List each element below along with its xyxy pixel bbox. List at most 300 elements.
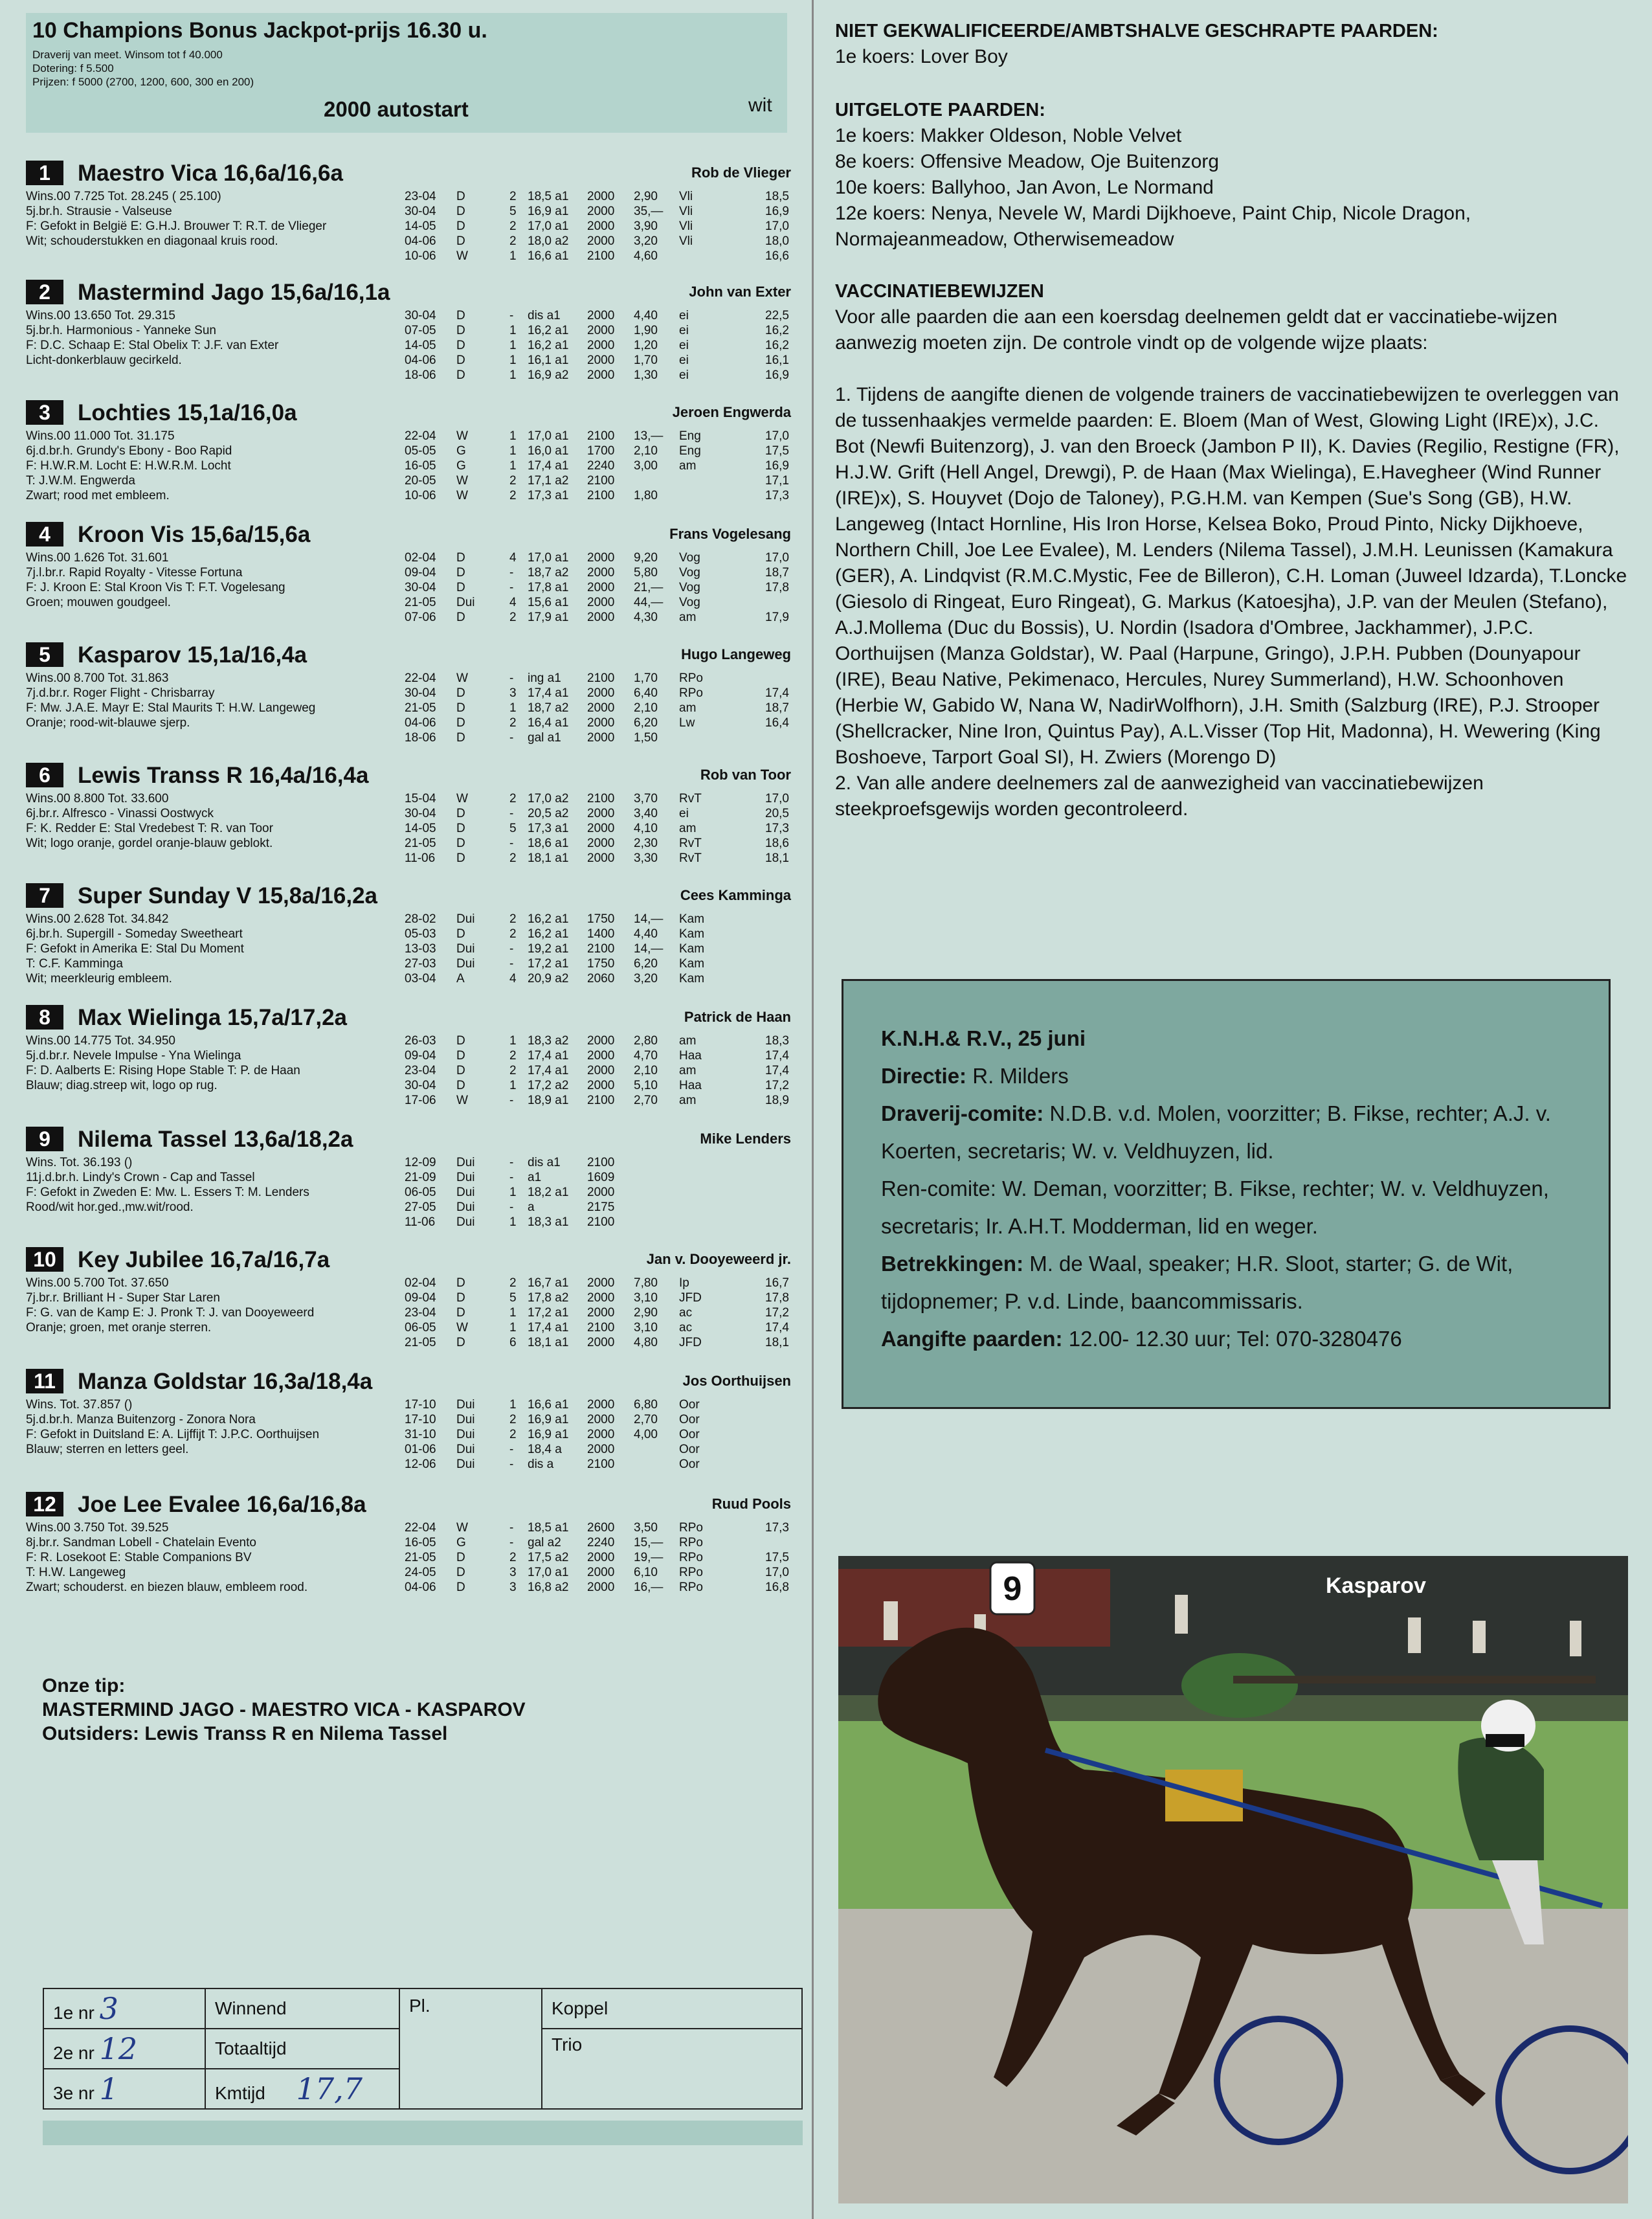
section-text: 2. Van alle andere deelnemers zal de aanwezigheid van vaccinatiebewijzen steekproefsgewijs worden gecontroleerd. bbox=[835, 772, 1484, 820]
run-cell: 6,10 bbox=[634, 1566, 658, 1579]
run-cell: 16,9 a1 bbox=[528, 1428, 569, 1441]
run-cell: Dui bbox=[456, 912, 475, 926]
run-cell: RPo bbox=[679, 1536, 703, 1549]
run-cell: 10-06 bbox=[405, 249, 436, 263]
horse-info-line: F: G. van de Kamp E: J. Pronk T: J. van Dooyeweerd bbox=[26, 1306, 315, 1320]
horse-info-line: Wins.00 1.626 Tot. 31.601 bbox=[26, 551, 169, 565]
run-cell: W bbox=[456, 249, 468, 263]
horse-number: 4 bbox=[26, 522, 63, 546]
horse-info-line: Rood/wit hor.ged.,mw.wit/rood. bbox=[26, 1200, 194, 1214]
run-cell: 2000 bbox=[587, 309, 615, 322]
run-cell: 3,20 bbox=[634, 234, 658, 248]
vaccination-section bbox=[835, 278, 1631, 822]
horse-info bbox=[26, 1276, 414, 1335]
run-cell: 04-06 bbox=[405, 716, 436, 730]
run-cell bbox=[634, 1215, 679, 1230]
run-cell: 2 bbox=[509, 716, 517, 730]
run-cell: 16,1 bbox=[765, 354, 789, 367]
horse-trainer: John van Exter bbox=[689, 284, 791, 300]
run-cell: Kam bbox=[679, 912, 705, 926]
run-cell: 19,— bbox=[634, 1551, 664, 1564]
scratched-section bbox=[835, 18, 1631, 70]
run-row bbox=[405, 1520, 793, 1535]
run-cell: 2000 bbox=[587, 1336, 615, 1349]
run-cell: 17,9 a1 bbox=[528, 611, 569, 624]
run-cell: dis a1 bbox=[528, 1156, 561, 1169]
run-cell bbox=[737, 912, 789, 927]
race-condition-line: Draverij van meet. Winsom tot f 40.000 bbox=[32, 49, 223, 61]
run-cell: Vog bbox=[679, 551, 700, 565]
run-cell: 2,10 bbox=[634, 1064, 658, 1077]
run-cell: D bbox=[456, 354, 465, 367]
run-cell: 2175 bbox=[587, 1200, 615, 1214]
run-cell: D bbox=[456, 205, 465, 218]
horse-info-line: F: D. Aalberts E: Rising Hope Stable T: P. de Haan bbox=[26, 1064, 300, 1077]
run-cell bbox=[679, 1185, 737, 1200]
run-cell: 2000 bbox=[587, 1428, 615, 1441]
race-condition-line: Prijzen: f 5000 (2700, 1200, 600, 300 en 200) bbox=[32, 76, 254, 88]
run-cell: am bbox=[679, 611, 697, 624]
run-cell: 2000 bbox=[587, 1034, 615, 1048]
run-row bbox=[405, 956, 793, 971]
tip-picks: MASTERMIND JAGO - MAESTRO VICA - KASPAROV bbox=[42, 1699, 526, 1720]
run-cell: 2100 bbox=[587, 792, 615, 805]
run-cell: 1,50 bbox=[634, 731, 658, 745]
run-cell: JFD bbox=[679, 1336, 702, 1349]
run-row bbox=[405, 1535, 793, 1550]
run-cell: 20,5 bbox=[765, 807, 789, 820]
horse-info-line: 8j.br.r. Sandman Lobell - Chatelain Evento bbox=[26, 1536, 256, 1549]
run-cell: D bbox=[456, 234, 465, 248]
run-cell: 2100 bbox=[587, 1156, 615, 1169]
run-cell bbox=[679, 1215, 737, 1230]
run-cell: - bbox=[509, 1094, 514, 1107]
run-cell: 16,2 bbox=[765, 339, 789, 352]
run-cell: 16,4 bbox=[765, 716, 789, 730]
run-cell: 35,— bbox=[634, 205, 664, 218]
run-cell bbox=[679, 1170, 737, 1185]
run-cell: 13,— bbox=[634, 429, 664, 443]
run-cell: 18,7 bbox=[765, 701, 789, 715]
run-cell: 1750 bbox=[587, 957, 615, 971]
run-cell: 27-05 bbox=[405, 1200, 436, 1214]
race-title: 10 Champions Bonus Jackpot-prijs 16.30 u. bbox=[32, 18, 487, 43]
run-cell: - bbox=[509, 942, 514, 956]
run-cell: 2 bbox=[509, 851, 517, 865]
run-cell: 2000 bbox=[587, 205, 615, 218]
run-cell: - bbox=[509, 1443, 514, 1456]
run-cell: 24-05 bbox=[405, 1566, 436, 1579]
horse-number: 10 bbox=[26, 1247, 63, 1272]
run-cell: 14-05 bbox=[405, 220, 436, 233]
run-cell: 17,0 bbox=[765, 551, 789, 565]
run-cell: 4 bbox=[509, 596, 517, 609]
section-text: 1e koers: Lover Boy bbox=[835, 46, 1008, 67]
run-cell: 18,4 a bbox=[528, 1443, 562, 1456]
run-cell: am bbox=[679, 1094, 697, 1107]
run-cell: D bbox=[456, 1291, 465, 1305]
run-cell: D bbox=[456, 837, 465, 850]
form-pl: Pl. bbox=[399, 1988, 542, 2109]
run-cell: 17,2 a2 bbox=[528, 1079, 569, 1092]
run-cell bbox=[737, 671, 789, 686]
run-row bbox=[405, 1078, 793, 1093]
run-cell: JFD bbox=[679, 1291, 702, 1305]
run-cell: 17,5 bbox=[765, 444, 789, 458]
run-cell: 21-05 bbox=[405, 701, 436, 715]
handwritten-pick: 3 bbox=[99, 1991, 118, 2026]
run-cell: 1 bbox=[509, 249, 517, 263]
run-cell: 17,8 bbox=[765, 1291, 789, 1305]
run-cell: 16,7 a1 bbox=[528, 1276, 569, 1290]
run-row bbox=[405, 671, 793, 686]
run-cell: 2000 bbox=[587, 731, 615, 745]
run-cell: 2,90 bbox=[634, 190, 658, 203]
run-cell: 17,4 a1 bbox=[528, 1049, 569, 1063]
run-cell: 17,1 a2 bbox=[528, 474, 569, 488]
run-cell: 5,10 bbox=[634, 1079, 658, 1092]
run-cell: RPo bbox=[679, 686, 703, 700]
run-cell: 18,1 bbox=[765, 1336, 789, 1349]
run-row bbox=[405, 1320, 793, 1335]
run-cell: D bbox=[456, 851, 465, 865]
run-cell: Dui bbox=[456, 1200, 475, 1214]
run-cell: Vli bbox=[679, 220, 693, 233]
run-cell: D bbox=[456, 1336, 465, 1349]
run-cell: 16,1 a1 bbox=[528, 354, 569, 367]
run-row bbox=[405, 1397, 793, 1412]
run-cell: 3,10 bbox=[634, 1291, 658, 1305]
run-cell: 2100 bbox=[587, 474, 615, 488]
run-cell: 3 bbox=[509, 1566, 517, 1579]
horse-info-line: F: D.C. Schaap E: Stal Obelix T: J.F. van Exter bbox=[26, 339, 279, 352]
run-cell: gal a1 bbox=[528, 731, 561, 745]
horse-info-line: 5j.d.br.r. Nevele Impulse - Yna Wielinga bbox=[26, 1049, 241, 1063]
run-cell: 15,6 a1 bbox=[528, 596, 569, 609]
run-cell: ac bbox=[679, 1321, 693, 1335]
run-cell: D bbox=[456, 1064, 465, 1077]
run-row bbox=[405, 1185, 793, 1200]
run-cell: 5 bbox=[509, 205, 517, 218]
run-cell: Ip bbox=[679, 1276, 689, 1290]
run-cell: a bbox=[528, 1200, 535, 1214]
run-cell: 4 bbox=[509, 972, 517, 986]
run-cell: 16,6 a1 bbox=[528, 249, 569, 263]
run-cell: 4,30 bbox=[634, 611, 658, 624]
run-cell: 20,9 a2 bbox=[528, 972, 569, 986]
run-row bbox=[405, 806, 793, 821]
run-cell: RPo bbox=[679, 1521, 703, 1535]
run-cell: dis a1 bbox=[528, 309, 561, 322]
run-cell: G bbox=[456, 444, 466, 458]
run-cell: 21-05 bbox=[405, 1336, 436, 1349]
run-cell: 2000 bbox=[587, 190, 615, 203]
run-cell: 1 bbox=[509, 701, 517, 715]
run-cell: 17,8 a1 bbox=[528, 581, 569, 594]
horse-number: 6 bbox=[26, 763, 63, 787]
run-row bbox=[405, 565, 793, 580]
run-cell: 3 bbox=[509, 686, 517, 700]
run-cell: am bbox=[679, 822, 697, 835]
run-cell: D bbox=[456, 1079, 465, 1092]
run-cell: 01-06 bbox=[405, 1443, 436, 1456]
run-cell: dis a bbox=[528, 1458, 554, 1471]
run-cell: 05-05 bbox=[405, 444, 436, 458]
race-conditions bbox=[32, 48, 254, 89]
run-cell: D bbox=[456, 807, 465, 820]
run-cell: Oor bbox=[679, 1428, 700, 1441]
run-cell: 16,4 a1 bbox=[528, 716, 569, 730]
horse-runs bbox=[405, 189, 793, 264]
run-cell: 2000 bbox=[587, 234, 615, 248]
run-cell: D bbox=[456, 581, 465, 594]
horse-number: 2 bbox=[26, 280, 63, 304]
horse-runs bbox=[405, 912, 793, 986]
run-cell bbox=[737, 1397, 789, 1412]
run-cell: 17,4 a1 bbox=[528, 1321, 569, 1335]
run-cell: 2000 bbox=[587, 807, 615, 820]
run-row bbox=[405, 1335, 793, 1350]
run-row bbox=[405, 610, 793, 625]
run-cell: 2100 bbox=[587, 429, 615, 443]
run-cell: 22-04 bbox=[405, 1521, 436, 1535]
horse-trainer: Frans Vogelesang bbox=[669, 526, 791, 542]
run-cell: 2100 bbox=[587, 1215, 615, 1229]
run-cell: 2 bbox=[509, 792, 517, 805]
run-cell: 30-04 bbox=[405, 581, 436, 594]
run-cell: 1 bbox=[509, 459, 517, 473]
run-cell: 2000 bbox=[587, 581, 615, 594]
run-cell bbox=[737, 1457, 789, 1472]
run-cell: 11-06 bbox=[405, 1215, 436, 1229]
run-cell bbox=[737, 1535, 789, 1550]
section-heading: VACCINATIEBEWIJZEN bbox=[835, 281, 1044, 302]
run-cell: 2100 bbox=[587, 1094, 615, 1107]
run-cell: 14-05 bbox=[405, 339, 436, 352]
run-cell: 3,20 bbox=[634, 972, 658, 986]
run-cell: W bbox=[456, 429, 468, 443]
run-cell: - bbox=[509, 957, 514, 971]
race-condition-line: Dotering: f 5.500 bbox=[32, 62, 114, 74]
run-cell: 30-04 bbox=[405, 205, 436, 218]
run-cell: 2 bbox=[509, 912, 517, 926]
run-cell: ei bbox=[679, 324, 689, 337]
run-row bbox=[405, 1048, 793, 1063]
run-row bbox=[405, 1093, 793, 1108]
run-cell bbox=[737, 1412, 789, 1427]
run-row bbox=[405, 338, 793, 353]
horse-info bbox=[26, 1397, 414, 1457]
run-cell bbox=[737, 1427, 789, 1442]
run-cell: Oor bbox=[679, 1443, 700, 1456]
run-cell: 2000 bbox=[587, 1079, 615, 1092]
horse-name: Super Sunday V 15,8a/16,2a bbox=[78, 883, 378, 908]
run-cell: 2000 bbox=[587, 686, 615, 700]
run-row bbox=[405, 701, 793, 715]
run-cell: 16,2 bbox=[765, 324, 789, 337]
run-cell bbox=[679, 473, 737, 488]
horse-info-line: Wins.00 2.628 Tot. 34.842 bbox=[26, 912, 169, 926]
run-cell: 17,3 a1 bbox=[528, 489, 569, 502]
run-cell bbox=[679, 730, 737, 745]
run-cell: 18,3 bbox=[765, 1034, 789, 1048]
horse-trainer: Rob van Toor bbox=[700, 767, 791, 783]
run-row bbox=[405, 1457, 793, 1472]
run-cell: W bbox=[456, 489, 468, 502]
run-cell: 06-05 bbox=[405, 1321, 436, 1335]
run-cell: 17,2 bbox=[765, 1306, 789, 1320]
run-cell: - bbox=[509, 581, 514, 594]
run-cell: ei bbox=[679, 309, 689, 322]
run-row bbox=[405, 912, 793, 927]
run-cell: D bbox=[456, 686, 465, 700]
horse-info-line: F: Gefokt in België E: G.H.J. Brouwer T: R.T. de Vlieger bbox=[26, 220, 327, 233]
run-cell: 2000 bbox=[587, 354, 615, 367]
run-cell: 21-05 bbox=[405, 837, 436, 850]
horse-number: 1 bbox=[26, 161, 63, 185]
run-cell bbox=[634, 1155, 679, 1170]
run-cell: D bbox=[456, 701, 465, 715]
run-cell: 1 bbox=[509, 339, 517, 352]
run-row bbox=[405, 1155, 793, 1170]
horse-info-line: F: Gefokt in Duitsland E: A. Lijffijt T: J.P.C. Oorthuijsen bbox=[26, 1428, 320, 1441]
run-cell: 2 bbox=[509, 1413, 517, 1426]
saddle-number: 9 bbox=[1003, 1570, 1022, 1608]
run-cell: 17,0 bbox=[765, 1566, 789, 1579]
horse-name: Nilema Tassel 13,6a/18,2a bbox=[78, 1127, 353, 1152]
form-row-label bbox=[43, 2029, 205, 2069]
horse-info-line: 5j.d.br.h. Manza Buitenzorg - Zonora Nora bbox=[26, 1413, 256, 1426]
run-row bbox=[405, 1442, 793, 1457]
run-cell: - bbox=[509, 1536, 514, 1549]
run-cell: 2000 bbox=[587, 716, 615, 730]
run-cell: 11-06 bbox=[405, 851, 436, 865]
tip-block bbox=[42, 1674, 526, 1746]
run-cell bbox=[737, 1185, 789, 1200]
run-cell: 6,20 bbox=[634, 957, 658, 971]
section-heading: NIET GEKWALIFICEERDE/AMBTSHALVE GESCHRAPTE PAARDEN: bbox=[835, 21, 1438, 41]
run-cell: Dui bbox=[456, 1458, 475, 1471]
run-cell: 1 bbox=[509, 354, 517, 367]
run-cell bbox=[737, 1200, 789, 1215]
horse-info-line: Wins. Tot. 37.857 () bbox=[26, 1398, 133, 1412]
run-cell: D bbox=[456, 220, 465, 233]
run-cell: 2 bbox=[509, 474, 517, 488]
run-row bbox=[405, 473, 793, 488]
horse-name: Key Jubilee 16,7a/16,7a bbox=[78, 1247, 330, 1272]
run-cell: 18,7 a2 bbox=[528, 566, 569, 580]
horse-info bbox=[26, 912, 414, 986]
run-cell: 2 bbox=[509, 190, 517, 203]
run-row bbox=[405, 429, 793, 444]
run-cell: G bbox=[456, 459, 466, 473]
form-row-label bbox=[43, 2069, 205, 2109]
run-cell: 13-03 bbox=[405, 942, 436, 956]
horse-info-line: 7j.d.br.r. Roger Flight - Chrisbarray bbox=[26, 686, 215, 700]
form-kmtijd bbox=[205, 2069, 399, 2109]
run-cell: W bbox=[456, 1094, 468, 1107]
run-row bbox=[405, 1427, 793, 1442]
horse-entry bbox=[26, 1247, 803, 1364]
run-cell: 2000 bbox=[587, 1306, 615, 1320]
run-cell: D bbox=[456, 309, 465, 322]
run-cell: 16,9 bbox=[765, 368, 789, 382]
run-cell: 17,8 a2 bbox=[528, 1291, 569, 1305]
run-cell: 7,80 bbox=[634, 1276, 658, 1290]
section-text: 1. Tijdens de aangifte dienen de volgende trainers de vaccinatiebewijzen te overleggen van de tussenhaakjes vermelde paarden: E. Bloem (Man of West, Glowing Light (IRE)x), J.C. Bot (Newfi Buitenzorg), J. van den Broeck (Jambon P II), K. Davies (Regilio, Restigne (FR), H.J.W. Grift (Hell Angel, Drewgi), P. de Haan (Max Wielinga), E.Havegheer (Wind Runner (IRE)x), S. Houyvet (Dojo de Taloney), P.G.H.M. van Kempen (Sue's Song (GB), H.W. Langeweg (Intact Hornline, His Iron Horse, Kelsea Boko, Proud Pinto, Nicky Dijkhoeve, Northern Chill, Joe Lee Evalee), M. Lenders (Nilema Tassel), J.M.H. Leunissen (Kamakura (GER), A. Lindqvist (R.M.C.Mystic, Fee de Billeron), C.H. Loman (Juweel Idzarda), T.Loncke (Giesolo di Ringeat, Euro Ringeat), G. Markus (Katoesjha), J.P. van der Meulen (Stefano), A.J.Mollema (Duc du Bossis), U. Nordin (Isadora d'Ombree, Jackhammer), J.P.C. Oorthuijsen (Manza Goldstar), W. Paal (Harpune, Gringo), J.P.H. Pubben (Dounyapour (IRE), Beau Native, Pekimenaco, Hercules, Nurey Summerland), H.W. Schoonhoven (Herbie W, Gabido W, Nana W, NadirWolfhorn), J.H. Smith (Salzburg (IRE), P.J. Strooper (Shellcracker, Nine Iron, Quintus Pay), A.L.Visser (Top Hit, Madonna), H. Wewering (King Boshoeve, Tarport Goal SI), H. Zwiers (Morengo D) bbox=[835, 384, 1627, 768]
run-cell: - bbox=[509, 1200, 514, 1214]
run-cell: 2000 bbox=[587, 566, 615, 580]
run-cell: 2240 bbox=[587, 1536, 615, 1549]
run-cell: - bbox=[509, 837, 514, 850]
run-cell: 3,90 bbox=[634, 220, 658, 233]
run-cell: 26-03 bbox=[405, 1034, 436, 1048]
run-cell: 2000 bbox=[587, 1064, 615, 1077]
run-row bbox=[405, 219, 793, 234]
section-line: 12e koers: Nenya, Nevele W, Mardi Dijkhoeve, Paint Chip, Nicole Dragon, Normajeanmeadow, Otherwisemeadow bbox=[835, 203, 1471, 250]
run-cell: D bbox=[456, 731, 465, 745]
horse-info-line: Wins.00 8.800 Tot. 33.600 bbox=[26, 792, 169, 805]
run-cell: 21,— bbox=[634, 581, 664, 594]
run-cell: 6,40 bbox=[634, 686, 658, 700]
horse-number: 5 bbox=[26, 642, 63, 667]
run-cell: 2000 bbox=[587, 1186, 615, 1199]
run-cell: 18,9 a1 bbox=[528, 1094, 569, 1107]
run-row bbox=[405, 488, 793, 503]
horse-number: 9 bbox=[26, 1127, 63, 1151]
run-cell: Oor bbox=[679, 1413, 700, 1426]
run-cell: 2 bbox=[509, 1049, 517, 1063]
run-cell: Dui bbox=[456, 1443, 475, 1456]
run-cell: 4,10 bbox=[634, 822, 658, 835]
horse-name: Kroon Vis 15,6a/15,6a bbox=[78, 522, 311, 547]
run-cell: 17,9 bbox=[765, 611, 789, 624]
run-row bbox=[405, 851, 793, 866]
run-row bbox=[405, 234, 793, 249]
run-cell: 17,0 a1 bbox=[528, 429, 569, 443]
handwritten-pick: 12 bbox=[99, 2031, 138, 2066]
run-cell: 30-04 bbox=[405, 309, 436, 322]
run-cell: G bbox=[456, 1536, 466, 1549]
horse-info-line: Wins.00 11.000 Tot. 31.175 bbox=[26, 429, 175, 443]
horse-number: 7 bbox=[26, 883, 63, 908]
run-cell bbox=[737, 956, 789, 971]
horse-info-line: F: Gefokt in Zweden E: Mw. L. Essers T: M. Lenders bbox=[26, 1186, 309, 1199]
run-cell: 1,90 bbox=[634, 324, 658, 337]
run-row bbox=[405, 458, 793, 473]
run-cell: D bbox=[456, 324, 465, 337]
run-cell: 20,5 a2 bbox=[528, 807, 569, 820]
run-cell: 16,2 a1 bbox=[528, 927, 569, 941]
run-cell: 1400 bbox=[587, 927, 615, 941]
run-row bbox=[405, 368, 793, 383]
run-row bbox=[405, 189, 793, 204]
horse-info-line: T: C.F. Kamminga bbox=[26, 957, 123, 971]
run-cell: 16,6 bbox=[765, 249, 789, 263]
run-cell: 3,00 bbox=[634, 459, 658, 473]
run-cell: RvT bbox=[679, 837, 702, 850]
run-cell: 2000 bbox=[587, 1291, 615, 1305]
horse-info-line: 6j.d.br.h. Grundy's Ebony - Boo Rapid bbox=[26, 444, 232, 458]
run-row bbox=[405, 444, 793, 458]
run-cell bbox=[737, 730, 789, 745]
run-cell: 2 bbox=[509, 1428, 517, 1441]
run-cell: Vog bbox=[679, 581, 700, 594]
run-cell: 17,3 bbox=[765, 489, 789, 502]
run-cell bbox=[737, 595, 789, 610]
run-cell: 18,0 a2 bbox=[528, 234, 569, 248]
run-row bbox=[405, 1063, 793, 1078]
